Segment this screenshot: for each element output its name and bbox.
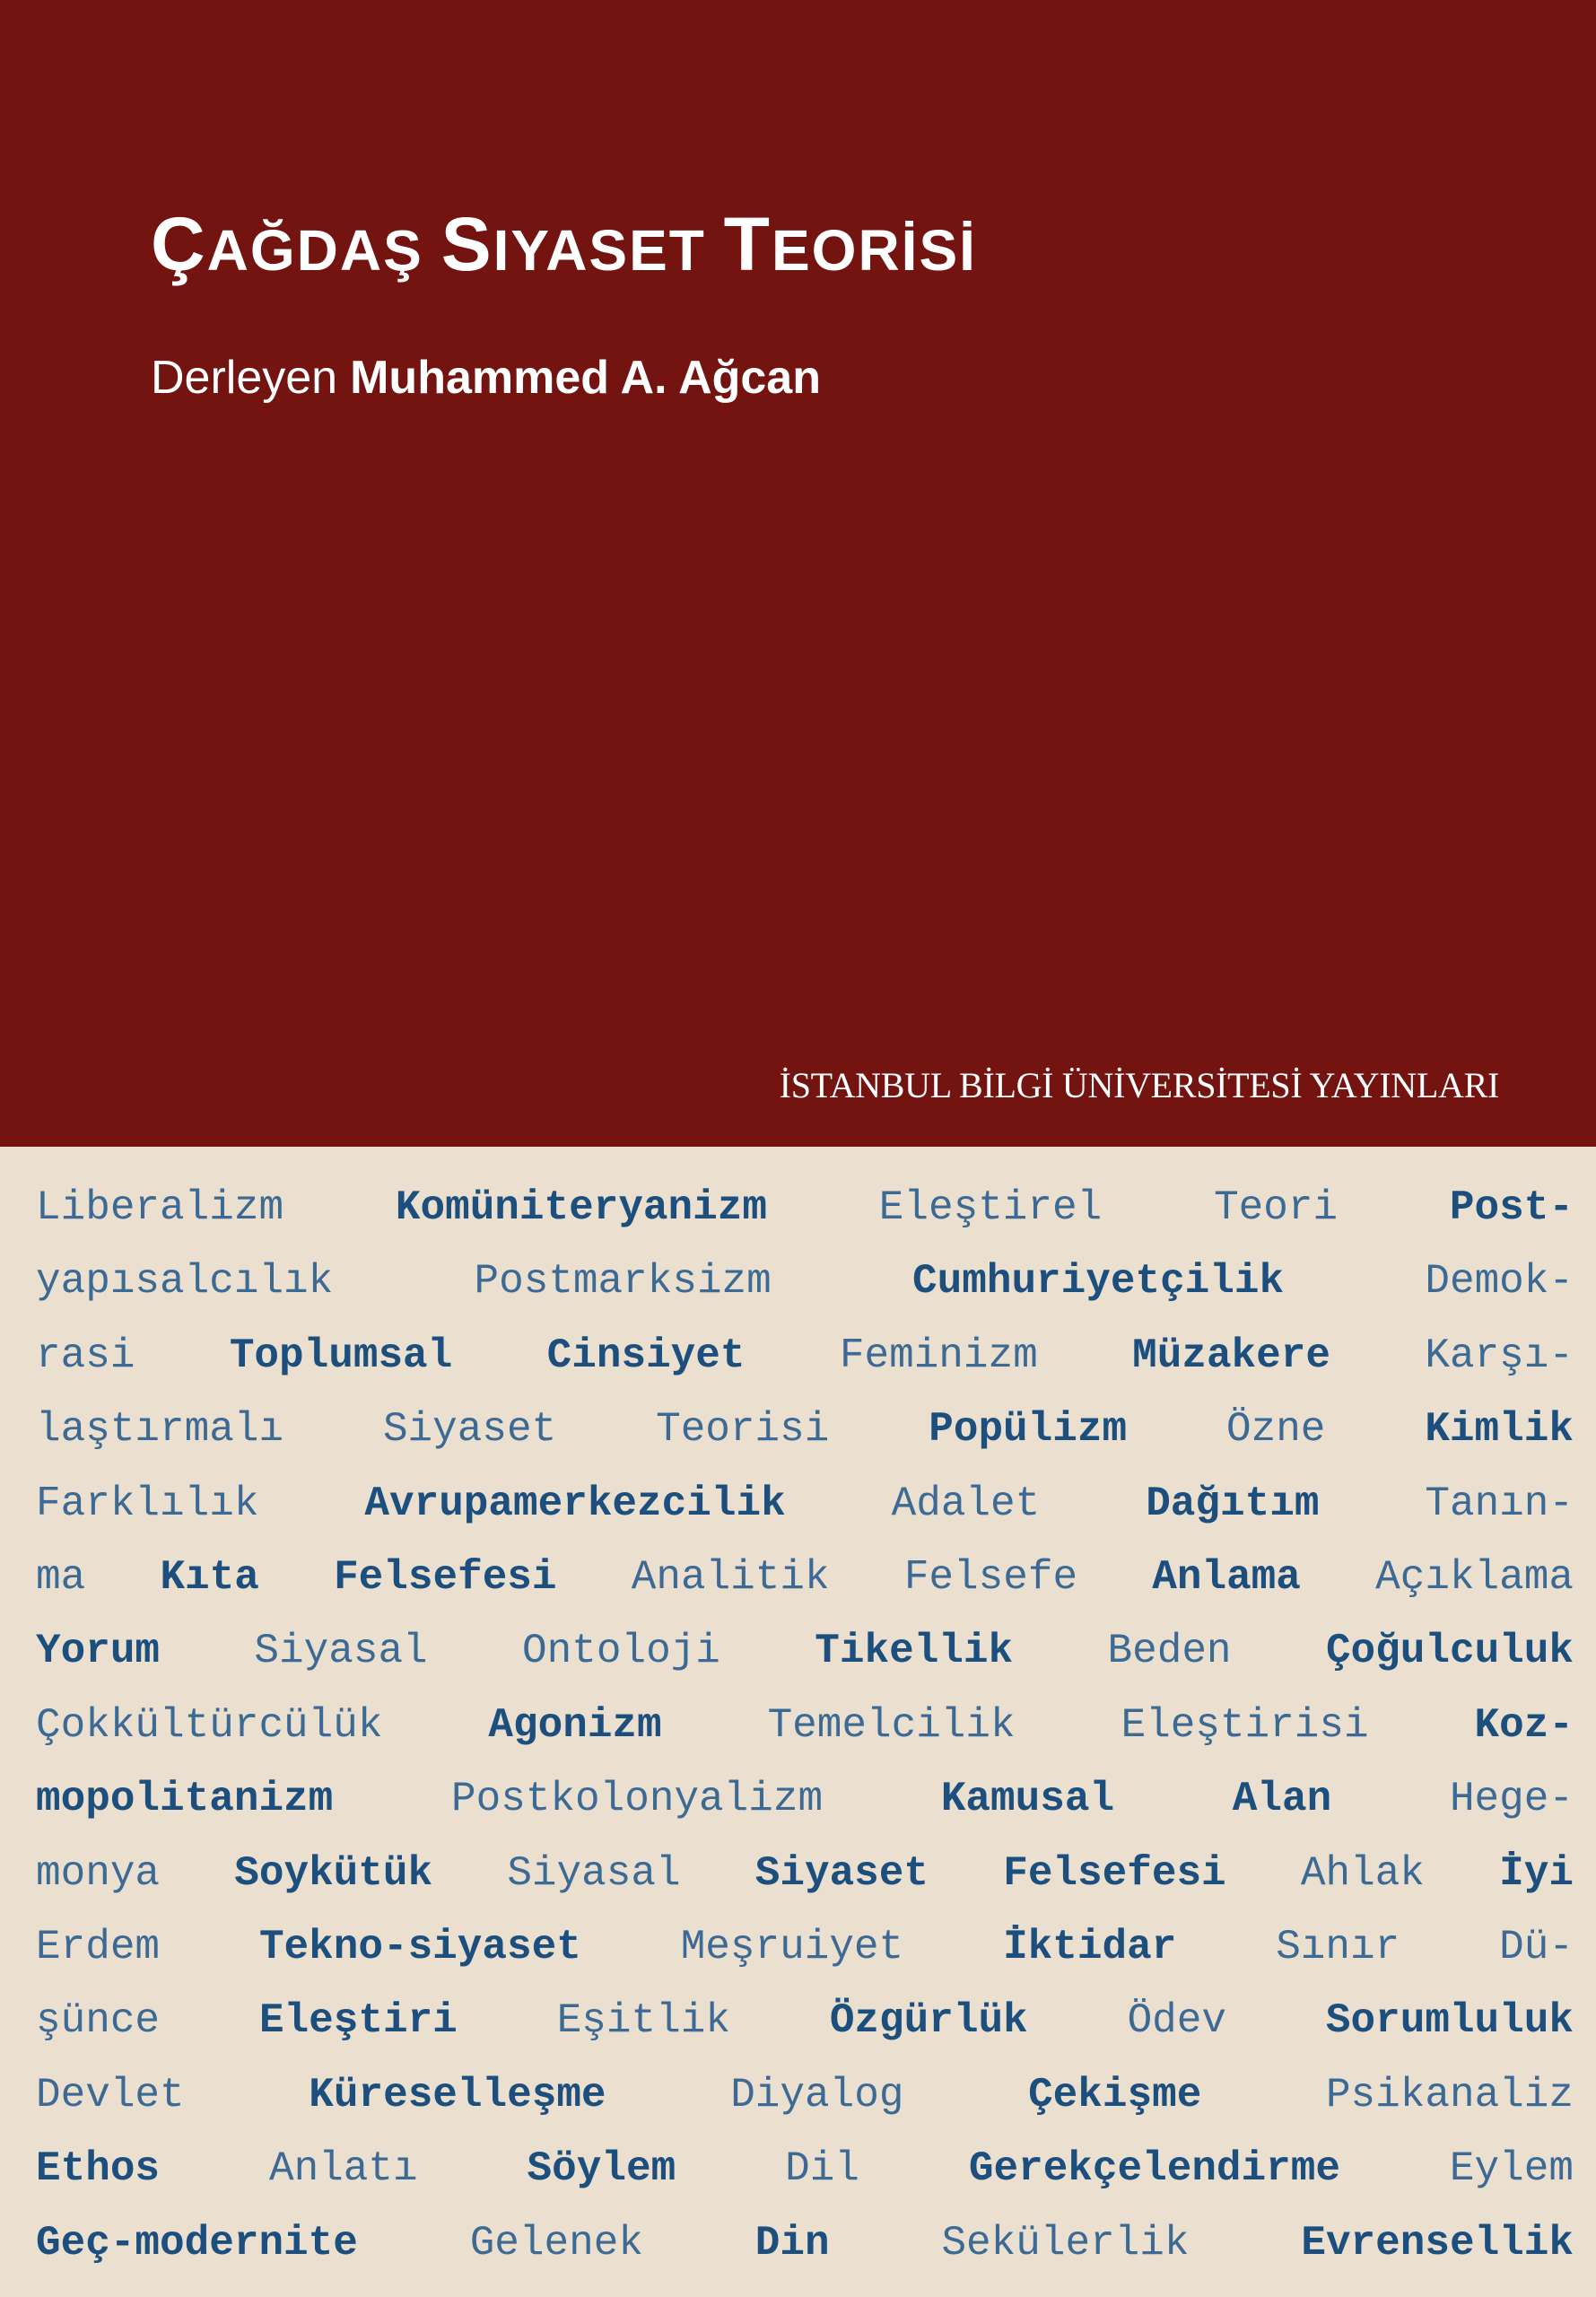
keyword: Siyasal bbox=[507, 1849, 681, 1897]
keyword: Dağıtım bbox=[1146, 1480, 1320, 1527]
keyword: Sekülerlik bbox=[941, 2219, 1190, 2266]
keyword: Farklılık bbox=[36, 1480, 259, 1527]
keyword: Özgürlük bbox=[829, 1997, 1028, 2045]
keyword: İyi bbox=[1499, 1849, 1574, 1897]
keyword: Çoğulculuk bbox=[1325, 1628, 1574, 1675]
keyword: Tikellik bbox=[815, 1628, 1014, 1675]
keyword: Postmarksizm bbox=[474, 1258, 772, 1306]
keyword: Çekişme bbox=[1028, 2071, 1202, 2118]
title-part: Ç bbox=[151, 202, 207, 286]
keyword: Kıta bbox=[160, 1554, 259, 1601]
keyword: yapısalcılık bbox=[36, 1258, 334, 1306]
keyword: Hege- bbox=[1449, 1776, 1574, 1823]
keyword: Kamusal bbox=[940, 1776, 1115, 1823]
keyword: Ontoloji bbox=[522, 1628, 720, 1675]
keyword: Toplumsal bbox=[229, 1332, 453, 1379]
keyword: Geç-modernite bbox=[36, 2219, 358, 2266]
book-title bbox=[151, 202, 977, 286]
keyword: Siyaset bbox=[382, 1406, 557, 1454]
keyword: Erdem bbox=[36, 1924, 161, 1970]
title-panel bbox=[0, 0, 1596, 1147]
keyword: Müzakere bbox=[1132, 1332, 1330, 1379]
keyword: Alan bbox=[1232, 1776, 1332, 1823]
keyword: Tekno-siyaset bbox=[258, 1924, 581, 1970]
keyword: Cumhuriyetçilik bbox=[912, 1258, 1285, 1306]
keyword-line bbox=[36, 1250, 1574, 1313]
keyword: Avrupamerkezcilik bbox=[364, 1480, 786, 1527]
keyword: Anlama bbox=[1152, 1554, 1301, 1601]
keyword: Demok- bbox=[1425, 1258, 1574, 1306]
keyword: Analitik bbox=[631, 1554, 830, 1601]
keyword: Gelenek bbox=[469, 2219, 643, 2266]
keyword: Dil bbox=[785, 2145, 859, 2193]
keyword: Agonizm bbox=[488, 1701, 662, 1749]
keyword: Ethos bbox=[36, 2145, 161, 2193]
title-part: EORİSİ bbox=[771, 218, 977, 283]
keyword-line bbox=[36, 1842, 1574, 1905]
keyword: Felsefesi bbox=[1003, 1849, 1226, 1897]
keyword: Gerekçelendirme bbox=[968, 2145, 1340, 2193]
keyword: Teori bbox=[1214, 1184, 1339, 1231]
keyword: Eşitlik bbox=[556, 1997, 730, 2045]
keyword: Eleştirel bbox=[878, 1184, 1103, 1231]
keyword: mopolitanizm bbox=[36, 1776, 334, 1823]
title-part: AĞDAŞ bbox=[206, 218, 441, 283]
keyword: Özne bbox=[1225, 1406, 1326, 1454]
keyword: Soykütük bbox=[234, 1849, 433, 1897]
keyword: Din bbox=[754, 2219, 830, 2266]
keyword: Açıklama bbox=[1375, 1554, 1574, 1601]
keyword-line bbox=[36, 2212, 1574, 2275]
keyword: Ödev bbox=[1127, 1997, 1226, 2045]
publisher-name: İSTANBUL BİLGİ ÜNİVERSİTESİ YAYINLARI bbox=[779, 1065, 1499, 1105]
title-part: IYASET bbox=[493, 218, 724, 283]
title-part: S bbox=[440, 202, 493, 286]
keyword: Tanın- bbox=[1425, 1480, 1574, 1527]
keyword: Felsefe bbox=[903, 1554, 1078, 1601]
keyword: Çokkültürcülük bbox=[36, 1701, 383, 1749]
keyword: Komüniteryanizm bbox=[395, 1184, 767, 1231]
keyword-line bbox=[36, 2137, 1574, 2200]
editor-name: Muhammed A. Ağcan bbox=[350, 352, 821, 404]
keyword: Siyasal bbox=[254, 1628, 428, 1675]
keyword: Liberalizm bbox=[36, 1184, 284, 1231]
keyword-line bbox=[36, 1694, 1574, 1757]
keyword: Popülizm bbox=[929, 1406, 1128, 1454]
keyword: laştırmalı bbox=[36, 1406, 284, 1454]
keyword: İktidar bbox=[1003, 1924, 1177, 1970]
credit-line bbox=[151, 352, 821, 404]
keyword: Anlatı bbox=[268, 2145, 418, 2193]
keyword-line bbox=[36, 1768, 1574, 1830]
keyword: Devlet bbox=[36, 2071, 185, 2118]
keyword: Sorumluluk bbox=[1325, 1997, 1574, 2045]
keyword: Küreselleşme bbox=[309, 2071, 606, 2118]
keyword: Feminizm bbox=[839, 1332, 1038, 1379]
keyword: Sınır bbox=[1276, 1924, 1400, 1970]
keyword: Diyalog bbox=[730, 2071, 904, 2118]
keyword: Siyaset bbox=[754, 1849, 929, 1897]
keyword: Söylem bbox=[527, 2145, 676, 2193]
keyword: Yorum bbox=[36, 1628, 161, 1675]
keyword: Beden bbox=[1107, 1628, 1232, 1675]
keyword-panel bbox=[0, 1147, 1596, 2297]
keyword-line bbox=[36, 1398, 1574, 1461]
keyword: Adalet bbox=[891, 1480, 1041, 1527]
title-part: T bbox=[723, 202, 772, 286]
keyword-line bbox=[36, 1989, 1574, 2052]
keyword: Dü- bbox=[1499, 1924, 1574, 1970]
keyword: Koz- bbox=[1474, 1701, 1574, 1749]
keyword-line bbox=[36, 1546, 1574, 1609]
keyword: Cinsiyet bbox=[546, 1332, 746, 1379]
keyword: monya bbox=[36, 1849, 161, 1897]
keyword: Ahlak bbox=[1300, 1849, 1425, 1897]
keyword-line bbox=[36, 1472, 1574, 1535]
credit-label: Derleyen bbox=[151, 352, 338, 404]
keyword: Eleştiri bbox=[258, 1997, 458, 2045]
keyword: Karşı- bbox=[1425, 1332, 1574, 1379]
keyword-line bbox=[36, 1324, 1574, 1387]
keyword: Temelcilik bbox=[767, 1701, 1016, 1749]
keyword-line bbox=[36, 1620, 1574, 1682]
keyword: ma bbox=[36, 1554, 86, 1601]
keyword-line bbox=[36, 1916, 1574, 1978]
keyword: Evrensellik bbox=[1301, 2219, 1574, 2266]
keyword: şünce bbox=[36, 1997, 161, 2045]
keyword: Meşruiyet bbox=[680, 1924, 904, 1970]
keyword: Felsefesi bbox=[334, 1554, 557, 1601]
keyword: Psikanaliz bbox=[1325, 2071, 1574, 2118]
keyword: Post- bbox=[1449, 1184, 1574, 1231]
keyword: Teorisi bbox=[656, 1406, 830, 1454]
keyword: Kimlik bbox=[1425, 1406, 1574, 1454]
keyword: rasi bbox=[36, 1332, 135, 1379]
keyword: Eleştirisi bbox=[1121, 1701, 1369, 1749]
keyword: Eylem bbox=[1449, 2145, 1574, 2193]
keyword-line bbox=[36, 1176, 1574, 1239]
keyword: Postkolonyalizm bbox=[451, 1776, 824, 1823]
keyword-line bbox=[36, 2064, 1574, 2127]
